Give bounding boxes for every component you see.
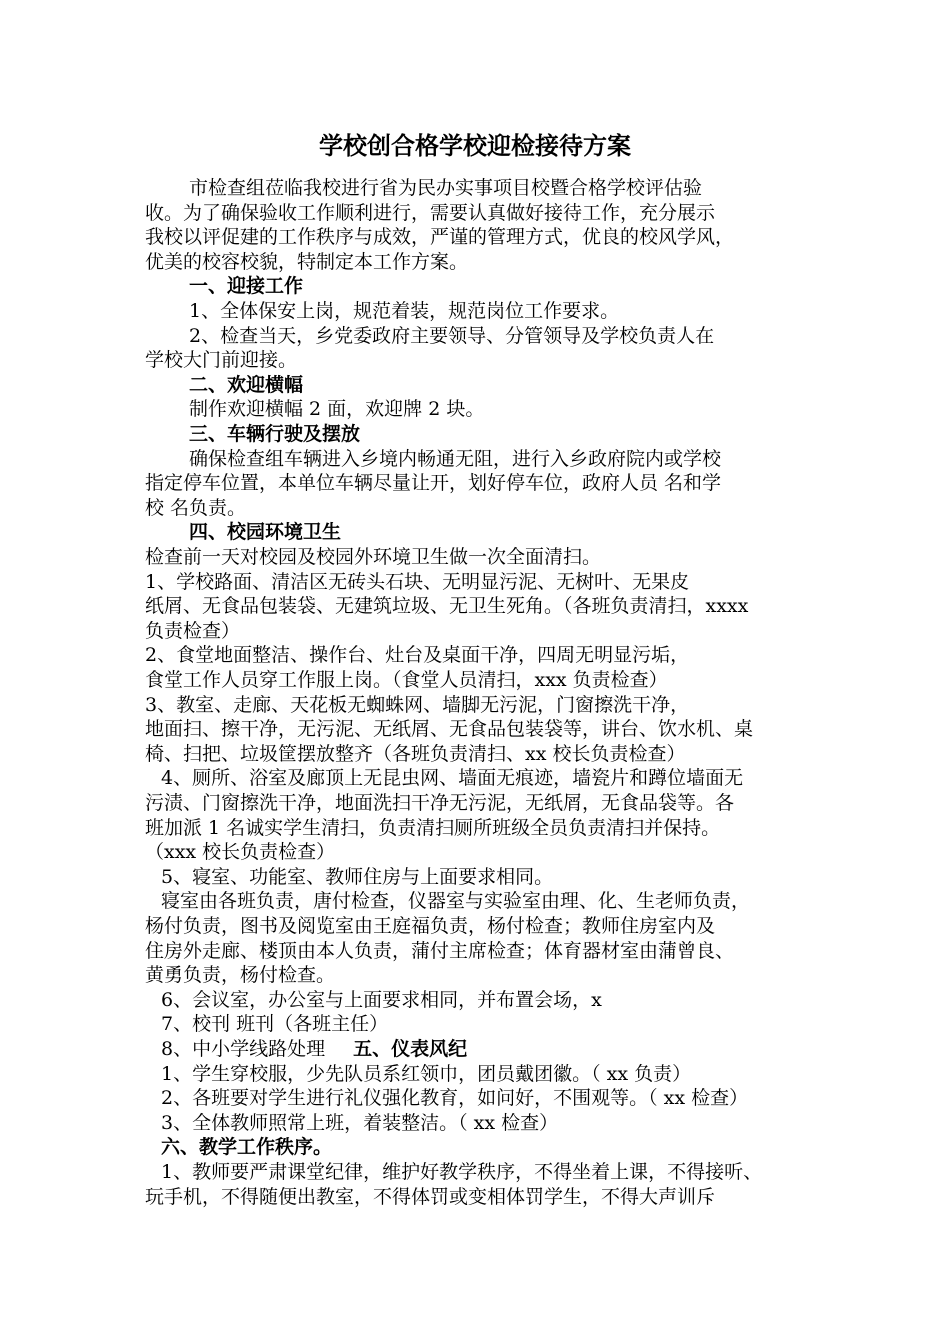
- text-line: [145, 816, 825, 842]
- text-line: [145, 570, 825, 596]
- text-line: [145, 766, 841, 792]
- text-line: [145, 914, 825, 940]
- line-text: 二、欢迎横幅: [189, 373, 304, 396]
- line-text: 4、厕所、浴室及廊顶上无昆虫网、墙面无痕迹，墙瓷片和蹲位墙面无: [161, 767, 744, 790]
- text-line: [145, 693, 825, 719]
- line-text: 8、中小学线路处理: [161, 1038, 326, 1060]
- text-line: [145, 348, 825, 374]
- text-line: [145, 471, 825, 497]
- line-text: 三、车辆行驶及摆放: [189, 423, 361, 445]
- line-text: 一、迎接工作: [189, 275, 304, 298]
- section-heading: [145, 373, 869, 399]
- text-line: [145, 939, 825, 965]
- line-text: 我校以评促建的工作秩序与成效，严谨的管理方式，优良的校风学风，: [145, 226, 735, 249]
- text-line: [145, 545, 825, 571]
- document-title: 学校创合格学校迎检接待方案: [319, 131, 631, 160]
- line-text: 6、会议室，办公室与上面要求相同，并布置会场，x: [161, 988, 602, 1011]
- line-text: 2、检查当天，乡党委政府主要领导、分管领导及学校负责人在: [189, 324, 715, 347]
- text-line: [145, 742, 825, 768]
- line-text: 指定停车位置，本单位车辆尽量让开，划好停车位，政府人员 名和学: [145, 472, 722, 495]
- section-heading: [145, 1135, 841, 1161]
- section-heading: [145, 422, 869, 448]
- line-text: 市检查组莅临我校进行省为民办实事项目校暨合格学校评估验: [189, 177, 703, 199]
- text-line: [145, 865, 841, 891]
- text-line: [145, 791, 825, 817]
- text-line: [145, 1037, 841, 1063]
- section-heading: 五、仪表风纪: [353, 1038, 468, 1060]
- line-text: 2、食堂地面整洁、操作台、灶台及桌面干净，四周无明显污垢，: [145, 644, 690, 667]
- line-text: 寝室由各班负责，唐付检查，仪器室与实验室由理、化、生老师负责，: [161, 890, 751, 913]
- line-text: 3、教室、走廊、天花板无蜘蛛网、墙脚无污泥，门窗擦洗干净，: [145, 693, 690, 716]
- section-heading: [145, 274, 869, 300]
- line-text: 食堂工作人员穿工作服上岗。（食堂人员清扫，xxx 负责检查）: [145, 669, 668, 691]
- text-line: [145, 988, 841, 1014]
- text-line: [145, 299, 869, 325]
- text-line: [145, 717, 825, 743]
- line-text: 1、教师要严肃课堂纪律，维护好教学秩序，不得坐着上课，不得接听、: [161, 1161, 763, 1183]
- line-text: 住房外走廊、楼顶由本人负责，蒲付主席检查；体育器材室由蒲曾良、: [145, 939, 735, 962]
- line-text: 优美的校容校貌，特制定本工作方案。: [145, 250, 469, 273]
- text-line: [145, 1160, 841, 1186]
- text-line: [145, 889, 841, 915]
- line-text: 确保检查组车辆进入乡境内畅通无阻，进行入乡政府院内或学校: [189, 447, 722, 470]
- line-text: 纸屑、无食品包装袋、无建筑垃圾、无卫生死角。（各班负责清扫，xxxx: [145, 595, 749, 618]
- line-text: 1、学生穿校服，少先队员系红领巾，团员戴团徽。（ xx 负责）: [161, 1062, 692, 1085]
- line-text: 玩手机，不得随便出教室，不得体罚或变相体罚学生，不得大声训斥: [145, 1185, 716, 1208]
- text-line: [145, 1062, 841, 1088]
- line-text: 负责检查）: [145, 619, 241, 642]
- line-text: 3、全体教师照常上班，着装整洁。（ xx 检查）: [161, 1111, 559, 1134]
- line-text: 班加派 1 名诚实学生清扫，负责清扫厕所班级全员负责清扫并保持。: [145, 816, 721, 839]
- line-text: 学校大门前迎接。: [145, 349, 298, 372]
- line-text: 2、各班要对学生进行礼仪强化教育，如问好，不围观等。（ xx 检查）: [161, 1087, 749, 1110]
- text-line: [145, 963, 825, 989]
- line-text: 杨付负责，图书及阅览室由王庭福负责，杨付检查；教师住房室内及: [145, 915, 716, 937]
- text-line: [145, 496, 825, 522]
- line-text: 黄勇负责，杨付检查。: [145, 964, 336, 987]
- text-line: [145, 1012, 841, 1038]
- text-line: [145, 447, 869, 473]
- line-text: （xxx 校长负责检查）: [145, 841, 336, 864]
- line-text: 1、学校路面、清洁区无砖头石块、无明显污泥、无树叶、无果皮: [145, 570, 690, 593]
- section-heading: [145, 520, 869, 546]
- text-line: [145, 225, 825, 251]
- line-text: 收。为了确保验收工作顺利进行，需要认真做好接待工作，充分展示: [145, 201, 716, 224]
- line-text: 制作欢迎横幅 2 面，欢迎牌 2 块。: [189, 398, 485, 421]
- line-text: 地面扫、擦干净，无污泥、无纸屑、无食品包装袋等，讲台、饮水机、桌: [145, 718, 754, 741]
- text-line: [145, 176, 869, 202]
- line-text: 7、校刊 班刊（各班主任）: [161, 1013, 389, 1036]
- text-line: [145, 1111, 841, 1137]
- line-text: 校 名负责。: [145, 496, 247, 519]
- text-line: [145, 250, 825, 276]
- text-line: [145, 1086, 841, 1112]
- text-line: [145, 619, 825, 645]
- text-line: [145, 668, 825, 694]
- text-line: [145, 643, 825, 669]
- line-text: 检查前一天对校园及校园外环境卫生做一次全面清扫。: [145, 546, 602, 568]
- text-line: [145, 201, 825, 227]
- line-text: 六、教学工作秩序。: [161, 1136, 333, 1159]
- text-line: [145, 324, 869, 350]
- text-line: [145, 397, 869, 423]
- line-text: 椅、扫把、垃圾筐摆放整齐（各班负责清扫、xx 校长负责检查）: [145, 742, 686, 765]
- line-text: 四、校园环境卫生: [189, 521, 342, 544]
- text-line: [145, 1185, 825, 1211]
- line-text: 污渍、门窗擦洗干净，地面洗扫干净无污泥，无纸屑，无食品袋等。各: [145, 792, 735, 814]
- text-line: [145, 840, 825, 866]
- line-text: 5、寝室、功能室、教师住房与上面要求相同。: [161, 865, 554, 888]
- line-text: 1、全体保安上岗，规范着装，规范岗位工作要求。: [189, 300, 620, 322]
- text-line: [145, 594, 825, 620]
